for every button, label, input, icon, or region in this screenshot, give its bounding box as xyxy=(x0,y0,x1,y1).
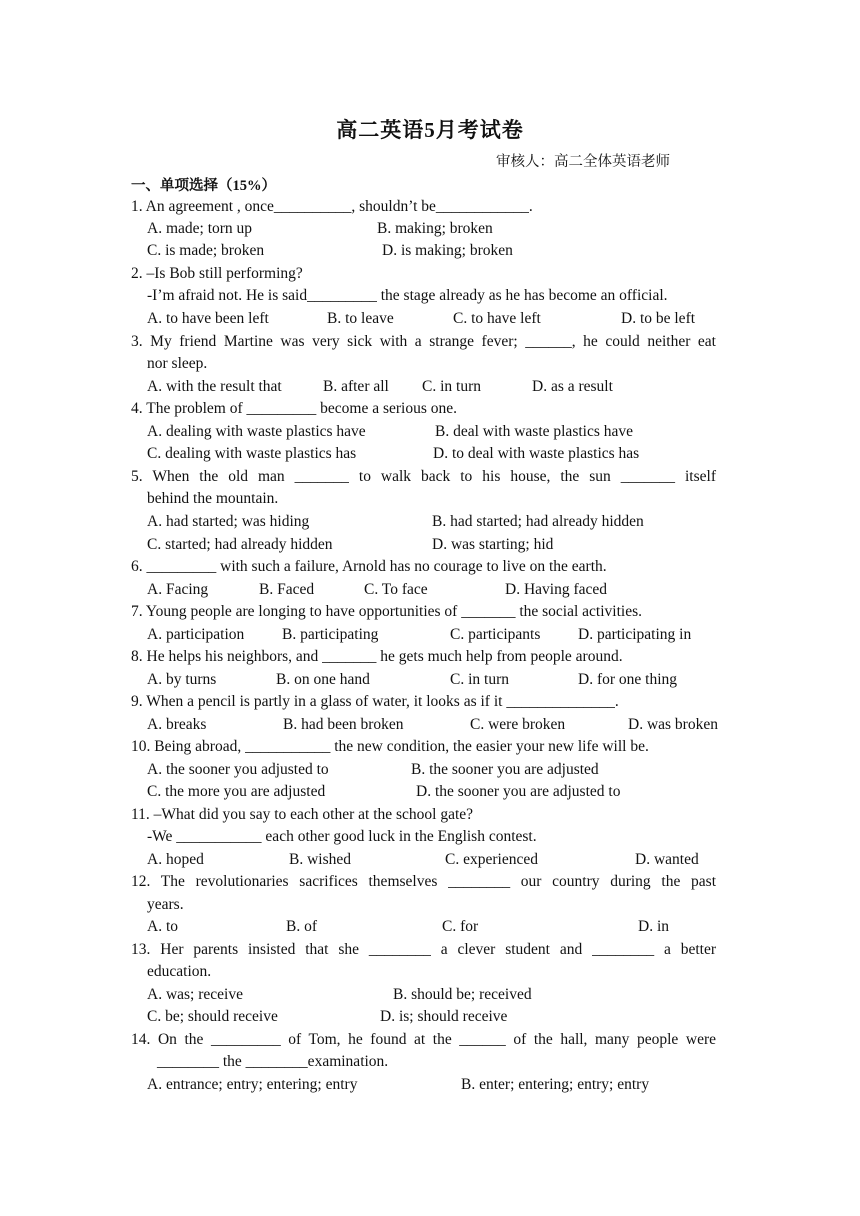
option-b: B. making; broken xyxy=(377,220,493,237)
question-5-stem: 5. When the old man _______ to walk back to his house, the sun _______ itself xyxy=(131,468,716,485)
option-a: A. was; receive xyxy=(147,986,243,1003)
option-c: C. in turn xyxy=(422,378,481,395)
question-10-stem: 10. Being abroad, ___________ the new condition, the easier your new life will be. xyxy=(131,738,649,755)
question-2-stem-cont: -I’m afraid not. He is said_________ the stage already as he has become an official. xyxy=(147,287,668,304)
question-7-stem: 7. Young people are longing to have opportunities of _______ the social activities. xyxy=(131,603,642,620)
question-13-stem-cont: education. xyxy=(147,963,212,980)
page-title: 高二英语5月考试卷 xyxy=(336,118,524,142)
section-heading: 一、单项选择（15%） xyxy=(131,178,276,194)
option-d: D. for one thing xyxy=(578,671,678,688)
option-d: D. wanted xyxy=(635,851,699,868)
option-c: C. To face xyxy=(364,581,428,598)
option-b: B. wished xyxy=(289,851,351,868)
option-b: B. of xyxy=(286,918,317,935)
option-b: B. after all xyxy=(323,378,389,395)
option-d: D. to be left xyxy=(621,310,696,327)
option-b: B. Faced xyxy=(259,581,315,598)
option-d: D. participating in xyxy=(578,626,692,643)
option-c: C. experienced xyxy=(445,851,538,868)
option-a: A. with the result that xyxy=(147,378,282,395)
option-a: A. by turns xyxy=(147,671,217,688)
option-d: D. the sooner you are adjusted to xyxy=(416,783,621,800)
question-3-stem: 3. My friend Martine was very sick with a strange fever; ______, he could neither eat xyxy=(131,333,716,350)
option-c: C. started; had already hidden xyxy=(147,536,333,553)
option-b: B. had started; had already hidden xyxy=(432,513,644,530)
option-b: B. should be; received xyxy=(393,986,532,1003)
option-c: C. for xyxy=(442,918,479,935)
question-14-stem-cont: ________ the ________examination. xyxy=(157,1053,389,1070)
option-b: B. participating xyxy=(282,626,379,643)
option-a: A. hoped xyxy=(147,851,204,868)
option-a: A. Facing xyxy=(147,581,209,598)
option-a: A. had started; was hiding xyxy=(147,513,310,530)
option-a: A. entrance; entry; entering; entry xyxy=(147,1076,358,1093)
option-b: B. to leave xyxy=(327,310,394,327)
option-b: B. had been broken xyxy=(283,716,404,733)
option-c: C. were broken xyxy=(470,716,566,733)
option-d: D. Having faced xyxy=(505,581,607,598)
option-a: A. dealing with waste plastics have xyxy=(147,423,366,440)
option-a: A. made; torn up xyxy=(147,220,253,237)
option-c: C. to have left xyxy=(453,310,541,327)
option-d: D. in xyxy=(638,918,669,935)
option-d: D. is making; broken xyxy=(382,242,513,259)
option-c: C. in turn xyxy=(450,671,509,688)
question-3-stem-cont: nor sleep. xyxy=(147,355,208,372)
option-b: B. the sooner you are adjusted xyxy=(411,761,599,778)
option-d: D. to deal with waste plastics has xyxy=(433,445,640,462)
option-d: D. as a result xyxy=(532,378,613,395)
option-a: A. participation xyxy=(147,626,245,643)
question-12-stem: 12. The revolutionaries sacrifices themselves ________ our country during the past xyxy=(131,873,716,890)
question-14-stem: 14. On the _________ of Tom, he found at the ______ of the hall, many people were xyxy=(131,1031,716,1048)
option-c: C. be; should receive xyxy=(147,1008,278,1025)
reviewer-line: 审核人：高二全体英语老师 xyxy=(496,154,670,170)
question-13-stem: 13. Her parents insisted that she ________ a clever student and ________ a better xyxy=(131,941,716,958)
question-1-stem: 1. An agreement , once__________, shouldn’t be____________. xyxy=(131,198,533,215)
option-c: C. is made; broken xyxy=(147,242,265,259)
option-c: C. dealing with waste plastics has xyxy=(147,445,357,462)
option-d: D. was starting; hid xyxy=(432,536,554,553)
question-12-stem-cont: years. xyxy=(147,896,184,913)
option-a: A. to xyxy=(147,918,178,935)
option-d: D. is; should receive xyxy=(380,1008,508,1025)
option-c: C. participants xyxy=(450,626,541,643)
option-a: A. to have been left xyxy=(147,310,269,327)
option-d: D. was broken xyxy=(628,716,718,733)
question-4-stem: 4. The problem of _________ become a serious one. xyxy=(131,400,457,417)
question-2-stem: 2. –Is Bob still performing? xyxy=(131,265,303,282)
question-5-stem-cont: behind the mountain. xyxy=(147,490,279,507)
question-11-stem-cont: -We ___________ each other good luck in the English contest. xyxy=(147,828,537,845)
option-a: A. breaks xyxy=(147,716,207,733)
option-b: B. enter; entering; entry; entry xyxy=(461,1076,650,1093)
question-9-stem: 9. When a pencil is partly in a glass of water, it looks as if it ______________. xyxy=(131,693,619,710)
option-c: C. the more you are adjusted xyxy=(147,783,326,800)
question-8-stem: 8. He helps his neighbors, and _______ he gets much help from people around. xyxy=(131,648,623,665)
option-a: A. the sooner you adjusted to xyxy=(147,761,329,778)
question-6-stem: 6. _________ with such a failure, Arnold has no courage to live on the earth. xyxy=(131,558,607,575)
option-b: B. deal with waste plastics have xyxy=(435,423,634,440)
option-b: B. on one hand xyxy=(276,671,370,688)
question-11-stem: 11. –What did you say to each other at the school gate? xyxy=(131,806,474,823)
